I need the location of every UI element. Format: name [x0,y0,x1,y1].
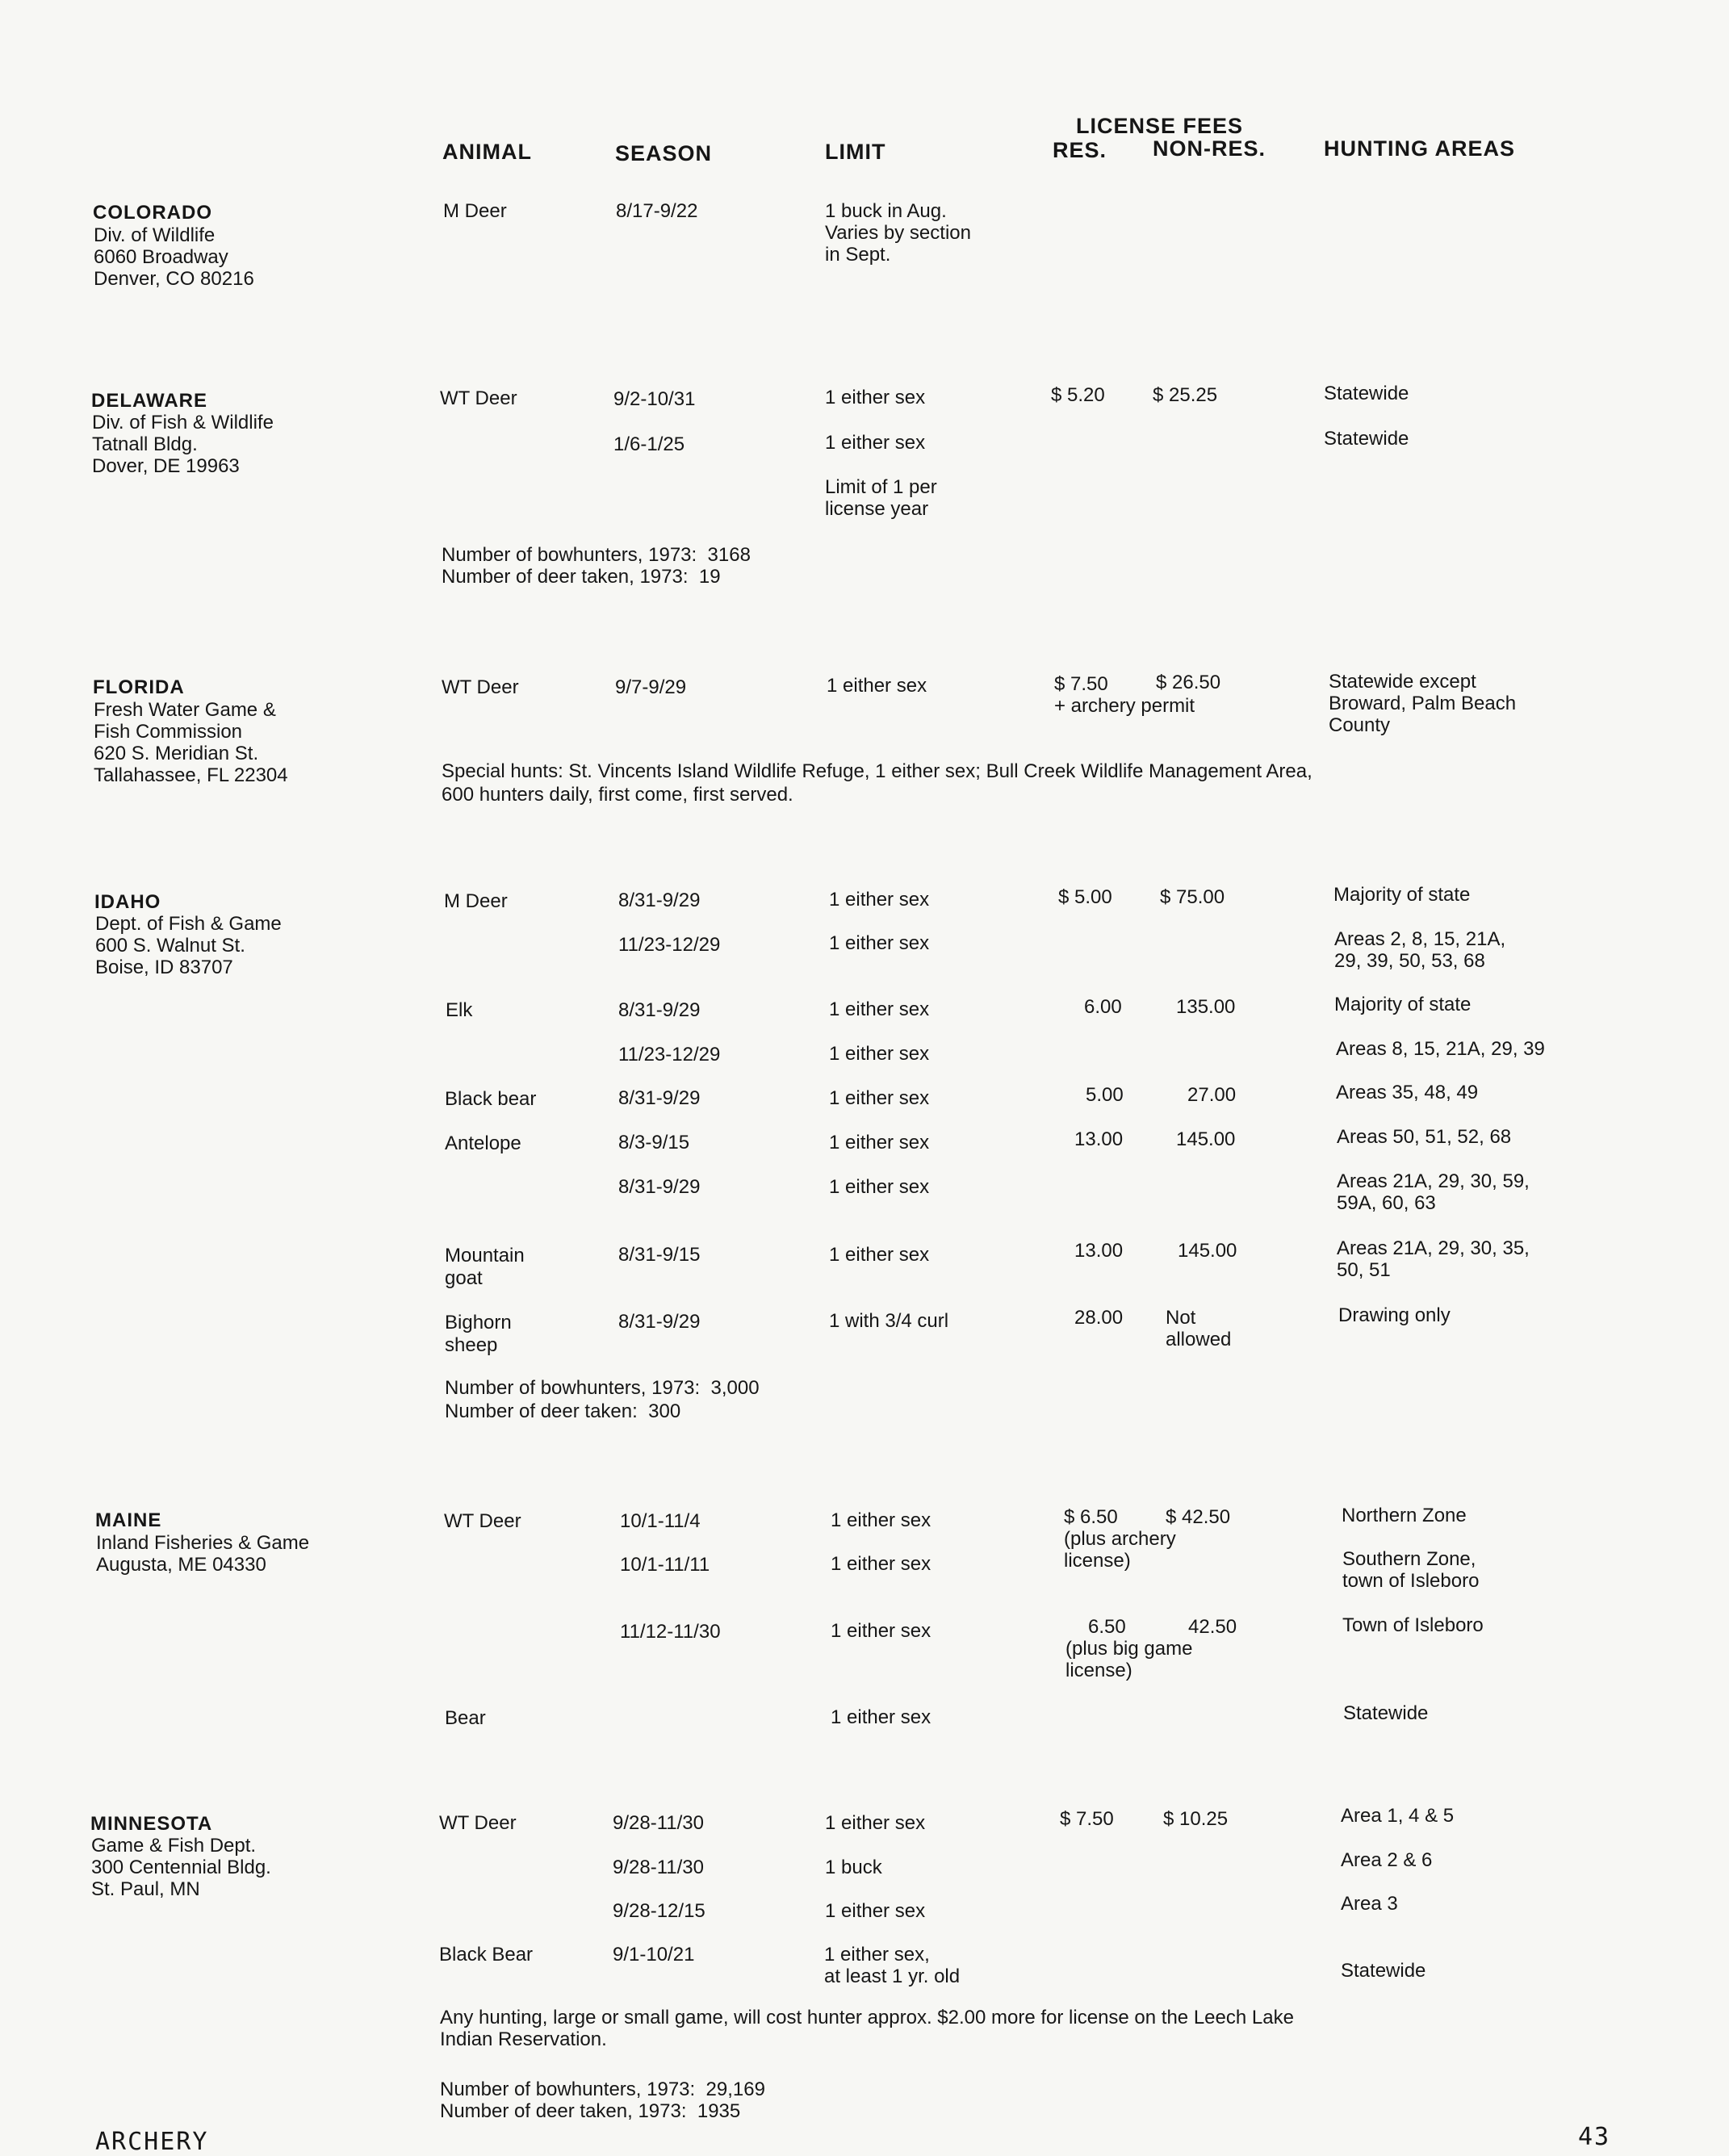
limit-cell: 1 either sex [825,387,926,408]
res-fee-cell: 6.50 [1088,1616,1126,1638]
agency-line: 6060 Broadway [94,246,228,268]
agency-name: MAINE [95,1509,162,1531]
season-cell: 8/31-9/29 [618,890,701,911]
area-cell: Areas 50, 51, 52, 68 [1337,1126,1512,1148]
animal-cell: Black Bear [439,1944,534,1966]
limit-cell: 1 either sex [829,1244,930,1266]
limit-cell: 1 either sex [829,1176,930,1198]
limit-cell: 1 either sex, [824,1944,930,1966]
note-line: Number of bowhunters, 1973: 29,169 [440,2079,765,2100]
area-cell: Areas 21A, 29, 30, 59, [1337,1170,1530,1192]
agency-line: St. Paul, MN [91,1878,200,1900]
season-cell: 8/17-9/22 [616,200,698,222]
agency-line: 300 Centennial Bldg. [91,1857,271,1878]
area-cell: Majority of state [1334,994,1472,1015]
season-cell: 8/31-9/29 [618,1087,701,1109]
limit-cell: 1 either sex [829,1043,930,1065]
header-animal: ANIMAL [442,140,532,164]
nonres-fee-cell: $ 42.50 [1166,1506,1231,1528]
animal-cell: Black bear [445,1088,537,1110]
agency-line: Tatnall Bldg. [92,433,198,455]
area-cell: Majority of state [1333,884,1471,906]
season-cell: 9/28-11/30 [613,1812,704,1834]
animal-cell: Antelope [445,1132,521,1154]
limit-cell: 1 with 3/4 curl [829,1310,949,1332]
note-line: Number of bowhunters, 1973: 3,000 [445,1377,760,1399]
season-cell: 8/31-9/29 [618,999,701,1021]
agency-line: 620 S. Meridian St. [94,743,259,764]
header-res: RES. [1053,138,1107,162]
area-cell: Statewide except [1329,671,1476,693]
nonres-fee-cell: $ 25.25 [1153,384,1218,406]
season-cell: 11/12-11/30 [620,1621,721,1643]
fee-note: (plus big game [1065,1638,1193,1660]
note-line: Number of deer taken, 1973: 19 [442,566,721,588]
res-fee-cell: 5.00 [1086,1084,1124,1106]
res-fee-cell: 13.00 [1074,1128,1124,1150]
agency-name: COLORADO [93,202,212,224]
area-cell: Northern Zone [1342,1505,1467,1526]
note-line: Any hunting, large or small game, will cost hunter approx. $2.00 more for license on the Leech Lake [440,2007,1294,2028]
agency-name: IDAHO [94,891,161,913]
header-nonres: NON-RES. [1153,136,1266,161]
area-cell: Broward, Palm Beach [1329,693,1517,714]
limit-cell: 1 either sex [829,889,930,911]
agency-line: Div. of Fish & Wildlife [92,412,274,433]
season-cell: 9/28-11/30 [613,1857,704,1878]
nonres-fee-cell: allowed [1166,1329,1232,1350]
season-cell: 11/23-12/29 [618,934,721,956]
animal-cell: Bear [445,1707,486,1729]
season-cell: 9/28-12/15 [613,1900,705,1922]
res-fee-cell: $ 5.20 [1051,384,1105,406]
animal-cell: WT Deer [442,676,519,698]
res-fee-cell: 6.00 [1084,996,1122,1018]
note-line: Number of deer taken, 1973: 1935 [440,2100,741,2122]
area-cell: Statewide [1324,428,1409,450]
area-cell: 50, 51 [1337,1259,1391,1281]
season-cell: 11/23-12/29 [618,1044,721,1065]
nonres-fee-cell: $ 75.00 [1160,886,1225,908]
nonres-fee-cell: $ 26.50 [1156,672,1221,693]
agency-name: FLORIDA [93,676,185,698]
header-limit: LIMIT [825,140,886,164]
area-cell: Areas 35, 48, 49 [1336,1082,1479,1103]
season-cell: 10/1-11/4 [620,1510,701,1532]
limit-cell: 1 either sex [825,1812,926,1834]
area-cell: Southern Zone, [1342,1548,1476,1570]
note-line: Number of deer taken: 300 [445,1400,681,1422]
note-line: Special hunts: St. Vincents Island Wildlife Refuge, 1 either sex; Bull Creek Wildlife Management Area, [442,760,1312,782]
season-cell: 8/31-9/15 [618,1244,701,1266]
animal-cell: Mountain [445,1245,525,1266]
nonres-fee-cell: 27.00 [1187,1084,1237,1106]
note-line: Number of bowhunters, 1973: 3168 [442,544,751,566]
fee-note: license) [1065,1660,1132,1681]
animal-cell: M Deer [443,200,507,222]
area-cell: Areas 21A, 29, 30, 35, [1337,1237,1530,1259]
area-cell: County [1329,714,1391,736]
page-number: 43 [1578,2123,1611,2151]
season-cell: 8/3-9/15 [618,1132,690,1153]
res-fee-cell: $ 6.50 [1064,1506,1118,1528]
season-cell: 9/7-9/29 [615,676,687,698]
res-fee-cell: $ 7.50 [1054,673,1108,695]
header-license-fees: LICENSE FEES [1076,114,1244,138]
area-cell: Area 2 & 6 [1341,1849,1433,1871]
header-season: SEASON [615,141,713,165]
res-fee-cell: $ 7.50 [1060,1808,1114,1830]
animal-cell: Elk [446,999,473,1021]
season-cell: 9/1-10/21 [613,1944,695,1966]
season-cell: 8/31-9/29 [618,1176,701,1198]
limit-cell: 1 either sex [831,1706,931,1728]
fee-note: + archery permit [1054,695,1195,717]
area-cell: 29, 39, 50, 53, 68 [1334,950,1485,972]
area-cell: Area 1, 4 & 5 [1341,1805,1455,1827]
limit-cell: 1 buck [825,1857,882,1878]
season-cell: 9/2-10/31 [613,388,696,410]
limit-cell: 1 either sex [827,675,927,697]
area-cell: Areas 2, 8, 15, 21A, [1334,928,1506,950]
season-cell: 1/6-1/25 [613,433,685,455]
area-cell: Town of Isleboro [1342,1614,1484,1636]
animal-cell: M Deer [444,890,508,912]
limit-cell: 1 either sex [829,1087,930,1109]
area-cell: Area 3 [1341,1893,1398,1915]
limit-cell: 1 either sex [829,1132,930,1153]
animal-cell: sheep [445,1334,498,1356]
limit-cell: 1 either sex [829,998,930,1020]
nonres-fee-cell: 42.50 [1188,1616,1237,1638]
nonres-fee-cell: Not [1166,1307,1196,1329]
res-fee-cell: $ 5.00 [1058,886,1112,908]
limit-cell: Limit of 1 per [825,476,937,498]
area-cell: Statewide [1343,1702,1429,1724]
season-cell: 10/1-11/11 [620,1554,710,1576]
agency-line: Denver, CO 80216 [94,268,254,290]
limit-cell: 1 either sex [831,1553,931,1575]
res-fee-cell: 28.00 [1074,1307,1124,1329]
nonres-fee-cell: 145.00 [1178,1240,1237,1262]
agency-line: Dover, DE 19963 [92,455,240,477]
note-line: Indian Reservation. [440,2028,607,2050]
limit-cell: 1 either sex [825,1900,926,1922]
animal-cell: WT Deer [444,1510,521,1532]
fee-note: license) [1064,1550,1131,1572]
agency-line: Tallahassee, FL 22304 [94,764,288,786]
agency-line: 600 S. Walnut St. [95,935,245,957]
limit-cell: 1 either sex [831,1509,931,1531]
animal-cell: goat [445,1267,483,1289]
animal-cell: Bighorn [445,1312,512,1333]
agency-line: Fresh Water Game & [94,699,276,721]
header-hunting-areas: HUNTING AREAS [1324,136,1516,161]
season-cell: 8/31-9/29 [618,1311,701,1333]
agency-line: Game & Fish Dept. [91,1835,257,1857]
agency-line: Boise, ID 83707 [95,957,233,978]
nonres-fee-cell: 145.00 [1176,1128,1236,1150]
limit-cell: 1 buck in Aug. [825,200,947,222]
publication-footer: ARCHERY [95,2128,209,2156]
agency-name: MINNESOTA [90,1813,213,1835]
limit-cell: Varies by section [825,222,971,244]
area-cell: Areas 8, 15, 21A, 29, 39 [1336,1038,1545,1060]
limit-cell: 1 either sex [831,1620,931,1642]
limit-cell: license year [825,498,929,520]
res-fee-cell: 13.00 [1074,1240,1124,1262]
area-cell: Statewide [1341,1960,1426,1982]
nonres-fee-cell: $ 10.25 [1163,1808,1229,1830]
area-cell: town of Isleboro [1342,1570,1480,1592]
agency-line: Dept. of Fish & Game [95,913,282,935]
nonres-fee-cell: 135.00 [1176,996,1236,1018]
note-line: 600 hunters daily, first come, first served. [442,784,793,806]
area-cell: Statewide [1324,383,1409,404]
limit-cell: at least 1 yr. old [824,1966,961,1987]
animal-cell: WT Deer [439,1812,517,1834]
agency-line: Inland Fisheries & Game [96,1532,310,1554]
agency-line: Fish Commission [94,721,243,743]
agency-line: Div. of Wildlife [94,224,216,246]
area-cell: 59A, 60, 63 [1337,1192,1436,1214]
fee-note: (plus archery [1064,1528,1176,1550]
animal-cell: WT Deer [440,387,517,409]
limit-cell: 1 either sex [829,932,930,954]
limit-cell: in Sept. [825,244,891,266]
limit-cell: 1 either sex [825,432,926,454]
agency-line: Augusta, ME 04330 [96,1554,266,1576]
area-cell: Drawing only [1338,1304,1451,1326]
agency-name: DELAWARE [91,390,208,412]
